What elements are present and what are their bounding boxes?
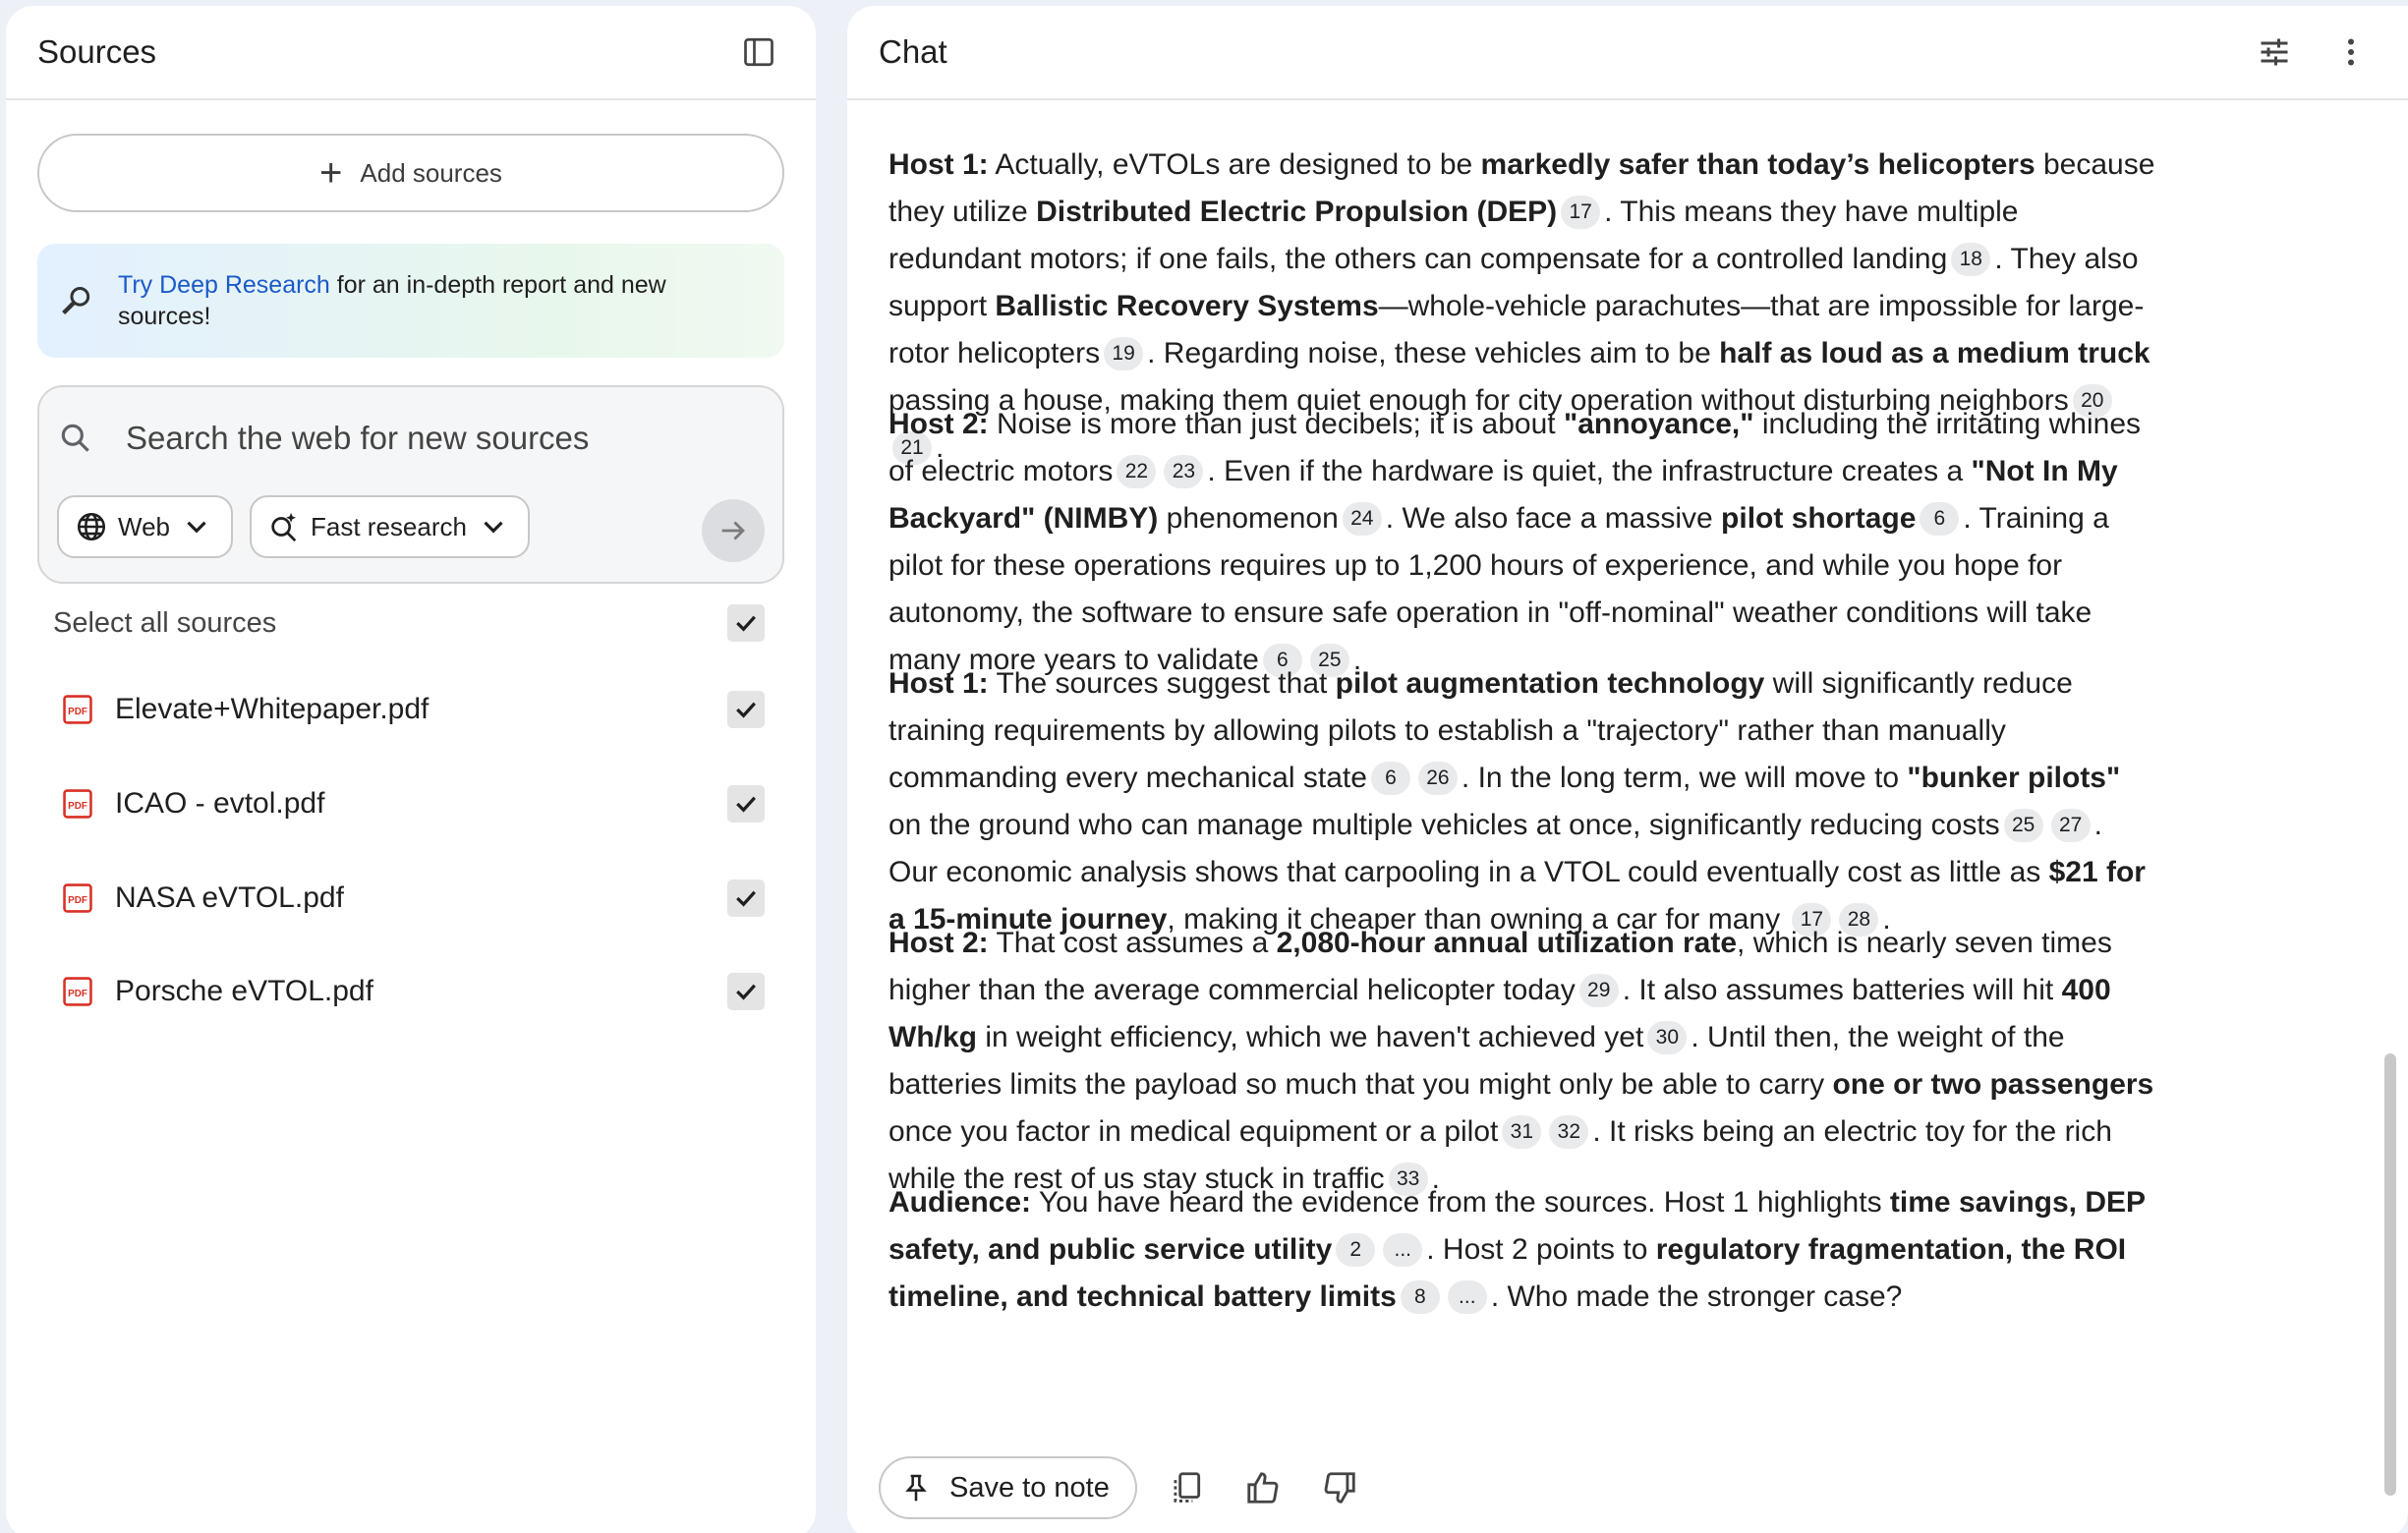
- chat-paragraph: [889, 401, 2156, 684]
- more-vert-icon[interactable]: [2325, 27, 2377, 78]
- source-checkbox[interactable]: [727, 973, 765, 1010]
- speaker-label: Host 2:: [889, 927, 989, 959]
- scrollbar-thumb[interactable]: [2384, 1053, 2396, 1496]
- emphasis-text: pilot augmentation technology: [1335, 667, 1765, 700]
- deep-research-link[interactable]: Try Deep Research: [118, 271, 330, 299]
- body-text: . Even if the hardware is quiet, the infrastructure creates a: [1207, 455, 1972, 487]
- checkmark-icon: [731, 608, 761, 638]
- citation-chip[interactable]: 18: [1951, 243, 1990, 276]
- body-text: phenomenon: [1158, 502, 1339, 535]
- emphasis-text: regulatory fragmentation, the ROI timeline, and technical battery limits: [889, 1233, 2127, 1313]
- tune-settings-icon[interactable]: [2249, 27, 2300, 78]
- speaker-label: Host 1:: [889, 667, 989, 700]
- response-action-bar: [879, 1456, 1367, 1519]
- arrow-right-icon: [717, 514, 750, 547]
- select-all-row: [6, 589, 816, 657]
- submit-search-button[interactable]: [702, 499, 765, 562]
- citation-chip[interactable]: 31: [1502, 1115, 1541, 1149]
- pdf-icon: [61, 881, 94, 915]
- emphasis-text: $21 for a 15-minute journey: [889, 856, 2146, 936]
- emphasis-text: Distributed Electric Propulsion (DEP): [1036, 196, 1558, 228]
- add-sources-label: Add sources: [360, 157, 502, 188]
- body-text: , which is nearly seven times higher than the average commercial helicopter today: [889, 927, 2112, 1006]
- checkmark-icon: [731, 695, 761, 724]
- sources-header: [6, 6, 816, 100]
- pdf-icon: [61, 975, 94, 1008]
- citation-chip[interactable]: 26: [1418, 762, 1458, 795]
- emphasis-text: 2,080-hour annual utilization rate: [1276, 927, 1738, 959]
- citation-chip[interactable]: 21: [892, 431, 932, 465]
- source-name: NASA eVTOL.pdf: [115, 881, 344, 914]
- citation-chip[interactable]: 27: [2051, 809, 2091, 842]
- checkmark-icon: [731, 789, 761, 819]
- web-search-box: [37, 385, 784, 584]
- web-chip-label: Web: [118, 511, 170, 541]
- body-text: . We also face a massive: [1385, 502, 1722, 535]
- body-text: . Who made the stronger case?: [1490, 1280, 1903, 1313]
- deep-research-text: [118, 269, 761, 332]
- sources-panel: [6, 6, 816, 1533]
- source-name: Elevate+Whitepaper.pdf: [115, 693, 430, 725]
- citation-chip[interactable]: 25: [2004, 809, 2043, 842]
- collapse-panel-icon[interactable]: [733, 27, 784, 78]
- citation-chip[interactable]: 25: [1310, 644, 1349, 677]
- chat-panel: [847, 6, 2408, 1533]
- pdf-icon: [61, 787, 94, 821]
- body-text: The sources suggest that: [988, 667, 1336, 700]
- citation-chip[interactable]: 2: [1336, 1233, 1375, 1267]
- source-checkbox[interactable]: [727, 880, 765, 917]
- speaker-label: Audience:: [889, 1186, 1032, 1219]
- body-text: including the irritating whines of electric motors: [889, 408, 2142, 487]
- globe-icon: [75, 510, 108, 543]
- web-source-dropdown[interactable]: [57, 495, 233, 558]
- body-text: —whole-vehicle parachutes—that are impossible for large-rotor helicopters: [889, 290, 2145, 369]
- body-text: passing a house, making them quiet enough for city operation without disturbing neighbors: [889, 384, 2069, 417]
- citation-chip[interactable]: 28: [1839, 903, 1878, 937]
- source-item[interactable]: [6, 769, 816, 838]
- body-text: . It also assumes batteries will hit: [1622, 974, 2062, 1006]
- chat-message-area: [847, 100, 2408, 1533]
- save-to-note-button[interactable]: [879, 1456, 1137, 1519]
- body-text: You have heard the evidence from the sources. Host 1 highlights: [1031, 1186, 1890, 1219]
- citation-chip[interactable]: 23: [1164, 455, 1203, 488]
- body-text: on the ground who can manage multiple vehicles at once, significantly reducing costs: [889, 809, 2000, 841]
- svg-text:PDF: PDF: [68, 800, 87, 812]
- research-chip-label: Fast research: [311, 511, 467, 541]
- body-text: once you factor in medical equipment or a pilot: [889, 1115, 1499, 1148]
- search-input[interactable]: [126, 420, 735, 457]
- save-to-note-label: Save to note: [949, 1471, 1110, 1504]
- research-mode-dropdown[interactable]: [250, 495, 530, 558]
- source-name: ICAO - evtol.pdf: [115, 787, 325, 820]
- thumbs-down-icon[interactable]: [1312, 1460, 1367, 1515]
- emphasis-text: pilot shortage: [1721, 502, 1917, 535]
- deep-research-rest: for an in-depth report and new sources!: [118, 271, 666, 330]
- body-text: , making it cheaper than owning a car for many: [1167, 903, 1789, 936]
- citation-chip[interactable]: 6: [1263, 644, 1302, 677]
- citation-chip[interactable]: 6: [1371, 762, 1410, 795]
- select-all-checkbox[interactable]: [727, 604, 765, 642]
- emphasis-text: one or two passengers: [1832, 1068, 2154, 1101]
- citation-chip[interactable]: 20: [2073, 384, 2112, 418]
- citation-chip[interactable]: 17: [1792, 903, 1831, 937]
- body-text: Actually, eVTOLs are designed to be: [988, 148, 1481, 181]
- emphasis-text: time savings, DEP safety, and public service utility: [889, 1186, 2146, 1266]
- source-name: Porsche eVTOL.pdf: [115, 975, 373, 1007]
- citation-chip[interactable]: 8: [1401, 1280, 1440, 1314]
- citation-chip[interactable]: 17: [1561, 196, 1600, 229]
- select-all-label: Select all sources: [53, 606, 277, 639]
- body-text: . Our economic analysis shows that carpooling in a VTOL could eventually cost as little as: [889, 809, 2102, 888]
- source-checkbox[interactable]: [727, 785, 765, 823]
- emphasis-text: "Not In My Backyard" (NIMBY): [889, 455, 2118, 535]
- sources-title: Sources: [37, 33, 157, 70]
- checkmark-icon: [731, 883, 761, 913]
- add-sources-button[interactable]: [37, 134, 784, 212]
- citation-chip[interactable]: 33: [1389, 1163, 1428, 1196]
- svg-text:PDF: PDF: [68, 988, 87, 999]
- thumbs-up-icon[interactable]: [1235, 1460, 1290, 1515]
- deep-research-banner: [37, 244, 784, 358]
- citation-chip[interactable]: 19: [1104, 337, 1143, 370]
- chat-paragraph: [889, 660, 2156, 943]
- citation-chip[interactable]: 22: [1117, 455, 1156, 488]
- emphasis-text: "annoyance,": [1563, 408, 1754, 440]
- chat-paragraph: [889, 1179, 2156, 1321]
- magnifier-icon: [57, 281, 96, 320]
- body-text: . Host 2 points to: [1426, 1233, 1656, 1266]
- svg-text:PDF: PDF: [68, 894, 87, 906]
- citation-chip[interactable]: 32: [1549, 1115, 1588, 1149]
- body-text: .: [1882, 903, 1891, 936]
- citation-chip[interactable]: 30: [1647, 1021, 1687, 1054]
- body-text: . Training a pilot for these operations requires up to 1,200 hours of experience, and while you hope for autonomy, the software to ensure safe operation in "off-nominal" weather conditions will take many more years to validate: [889, 502, 2109, 676]
- emphasis-text: "bunker pilots": [1907, 762, 2121, 794]
- plus-icon: +: [319, 151, 343, 195]
- pin-icon: [900, 1472, 932, 1504]
- chat-paragraph: [889, 920, 2156, 1203]
- emphasis-text: 400 Wh/kg: [889, 974, 2111, 1053]
- svg-text:PDF: PDF: [68, 706, 87, 717]
- body-text: . Until then, the weight of the batteries limits the payload so much that you might only be able to carry: [889, 1021, 2065, 1101]
- checkmark-icon: [731, 977, 761, 1006]
- chat-header: [847, 6, 2408, 100]
- citation-chip[interactable]: 24: [1343, 502, 1382, 536]
- body-text: . It risks being an electric toy for the rich while the rest of us stay stuck in traffic: [889, 1115, 2112, 1195]
- source-item[interactable]: [6, 864, 816, 933]
- body-text: . This means they have multiple redundant motors; if one fails, the others can compensate for a controlled landing: [889, 196, 2019, 275]
- copy-icon[interactable]: [1159, 1460, 1214, 1515]
- emphasis-text: markedly safer than today’s helicopters: [1480, 148, 2035, 181]
- body-text: Noise is more than just decibels; it is about: [988, 408, 1564, 440]
- body-text: will significantly reduce training requirements by allowing pilots to establish a "trajectory" rather than manually commanding every mechanical state: [889, 667, 2073, 794]
- citation-chip[interactable]: 6: [1920, 502, 1959, 536]
- body-text: .: [1431, 1163, 1440, 1195]
- chat-title: Chat: [879, 33, 947, 70]
- body-text: .: [1352, 644, 1362, 676]
- citation-chip[interactable]: ...: [1383, 1233, 1422, 1267]
- body-text: . Regarding noise, these vehicles aim to be: [1147, 337, 1720, 369]
- body-text: in weight efficiency, which we haven't achieved yet: [977, 1021, 1644, 1053]
- sparkle-search-icon: [267, 510, 301, 543]
- body-text: .: [936, 431, 945, 464]
- source-checkbox[interactable]: [727, 691, 765, 728]
- chevron-down-icon: [477, 510, 510, 543]
- source-item[interactable]: [6, 957, 816, 1026]
- speaker-label: Host 2:: [889, 408, 989, 440]
- body-text: . In the long term, we will move to: [1461, 762, 1908, 794]
- chevron-down-icon: [180, 510, 213, 543]
- body-text: . They also support: [889, 243, 2139, 322]
- body-text: That cost assumes a: [988, 927, 1277, 959]
- citation-chip[interactable]: ...: [1448, 1280, 1487, 1314]
- body-text: because they utilize: [889, 148, 2155, 228]
- pdf-icon: [61, 693, 94, 726]
- emphasis-text: half as loud as a medium truck: [1719, 337, 2150, 369]
- source-item[interactable]: [6, 675, 816, 744]
- search-icon: [57, 420, 94, 457]
- emphasis-text: Ballistic Recovery Systems: [995, 290, 1379, 322]
- speaker-label: Host 1:: [889, 148, 989, 181]
- citation-chip[interactable]: 29: [1579, 974, 1619, 1007]
